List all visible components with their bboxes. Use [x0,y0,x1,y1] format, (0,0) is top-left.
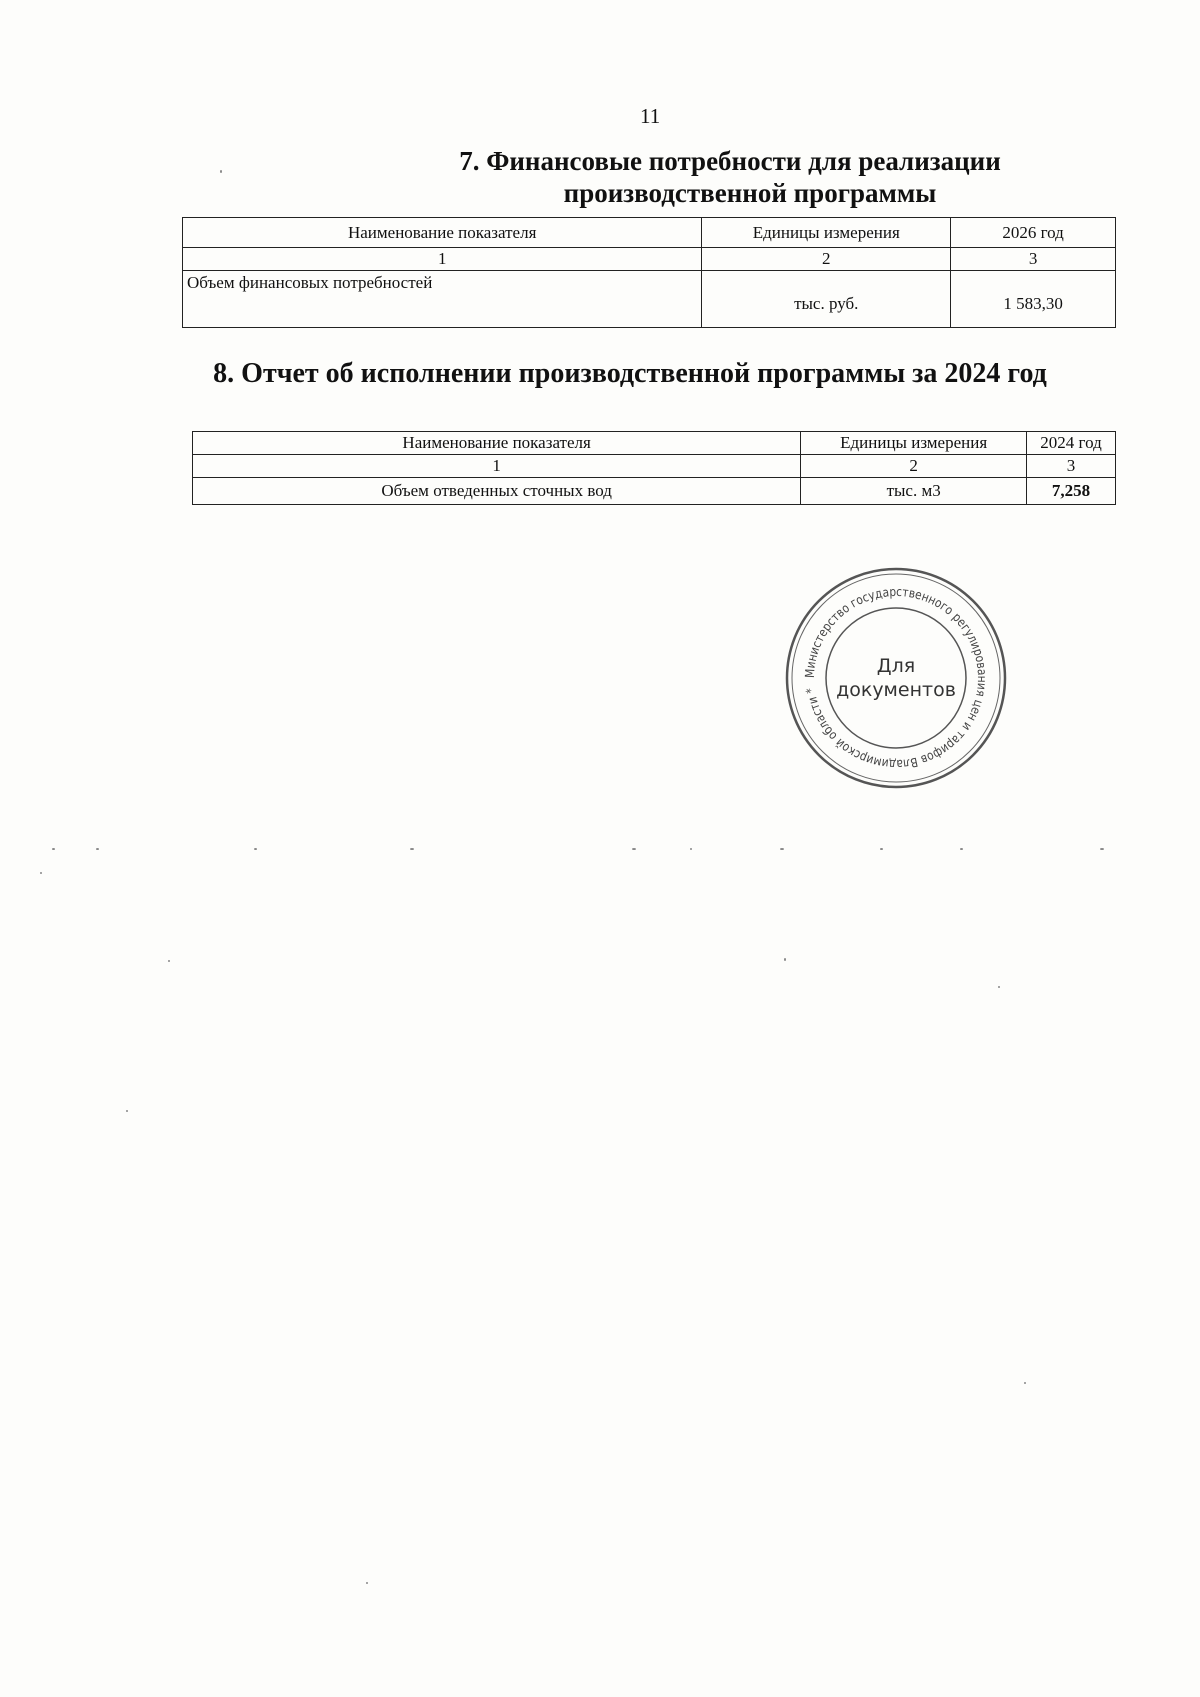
stamp-center-text [784,654,1008,702]
scan-speck [254,848,257,850]
section-7-title [420,145,1040,209]
scan-speck [96,848,99,850]
column-number: 3 [951,248,1116,271]
scan-speck [690,848,692,850]
section-7-title-line2: производственной программы [563,178,937,208]
header-year: 2024 год [1027,432,1116,455]
header-unit: Единицы измерения [801,432,1027,455]
section-7-title-line1: 7. Финансовые потребности для реализации [459,146,1001,176]
table-row [193,478,1116,505]
scan-speck [40,872,42,874]
page-number: 11 [640,104,661,128]
header-unit: Единицы измерения [702,218,951,248]
scan-speck [410,848,414,850]
scan-speck [366,1582,368,1584]
scan-speck [998,986,1000,988]
program-report-table [192,431,1116,505]
column-number: 1 [183,248,702,271]
financial-needs-table [182,217,1116,328]
official-stamp [784,566,1008,790]
value-cell: 1 583,30 [951,271,1116,328]
scan-speck [1100,848,1104,850]
scan-speck [880,848,883,850]
column-number: 1 [193,455,801,478]
table-header-row [193,432,1116,455]
header-indicator-name: Наименование показателя [183,218,702,248]
stamp-center-line1: Для [876,655,916,677]
table-header-row [183,218,1116,248]
unit-cell: тыс. руб. [702,271,951,328]
table-row [183,271,1116,328]
indicator-name-cell: Объем финансовых потребностей [183,271,702,328]
scan-speck [1024,1382,1026,1384]
section-8-title: 8. Отчет об исполнении производственной программы за 2024 год [213,358,1047,389]
stamp-center-line2: документов [836,679,956,701]
column-number: 2 [801,455,1027,478]
scan-speck [780,848,784,850]
indicator-name-cell: Объем отведенных сточных вод [193,478,801,505]
scan-speck [632,848,636,850]
stamp-ring-text: Министерство государственного регулирования цен и тарифов Владимирской области * [801,583,991,773]
header-indicator-name: Наименование показателя [193,432,801,455]
column-number-row [193,455,1116,478]
scan-speck [784,958,786,961]
column-number: 2 [702,248,951,271]
header-year: 2026 год [951,218,1116,248]
scan-speck [220,170,222,173]
unit-cell: тыс. м3 [801,478,1027,505]
scan-speck [52,848,55,850]
value-cell: 7,258 [1027,478,1116,505]
column-number-row [183,248,1116,271]
scan-speck [126,1110,128,1112]
scan-speck [960,848,963,850]
column-number: 3 [1027,455,1116,478]
scan-speck [168,960,170,962]
